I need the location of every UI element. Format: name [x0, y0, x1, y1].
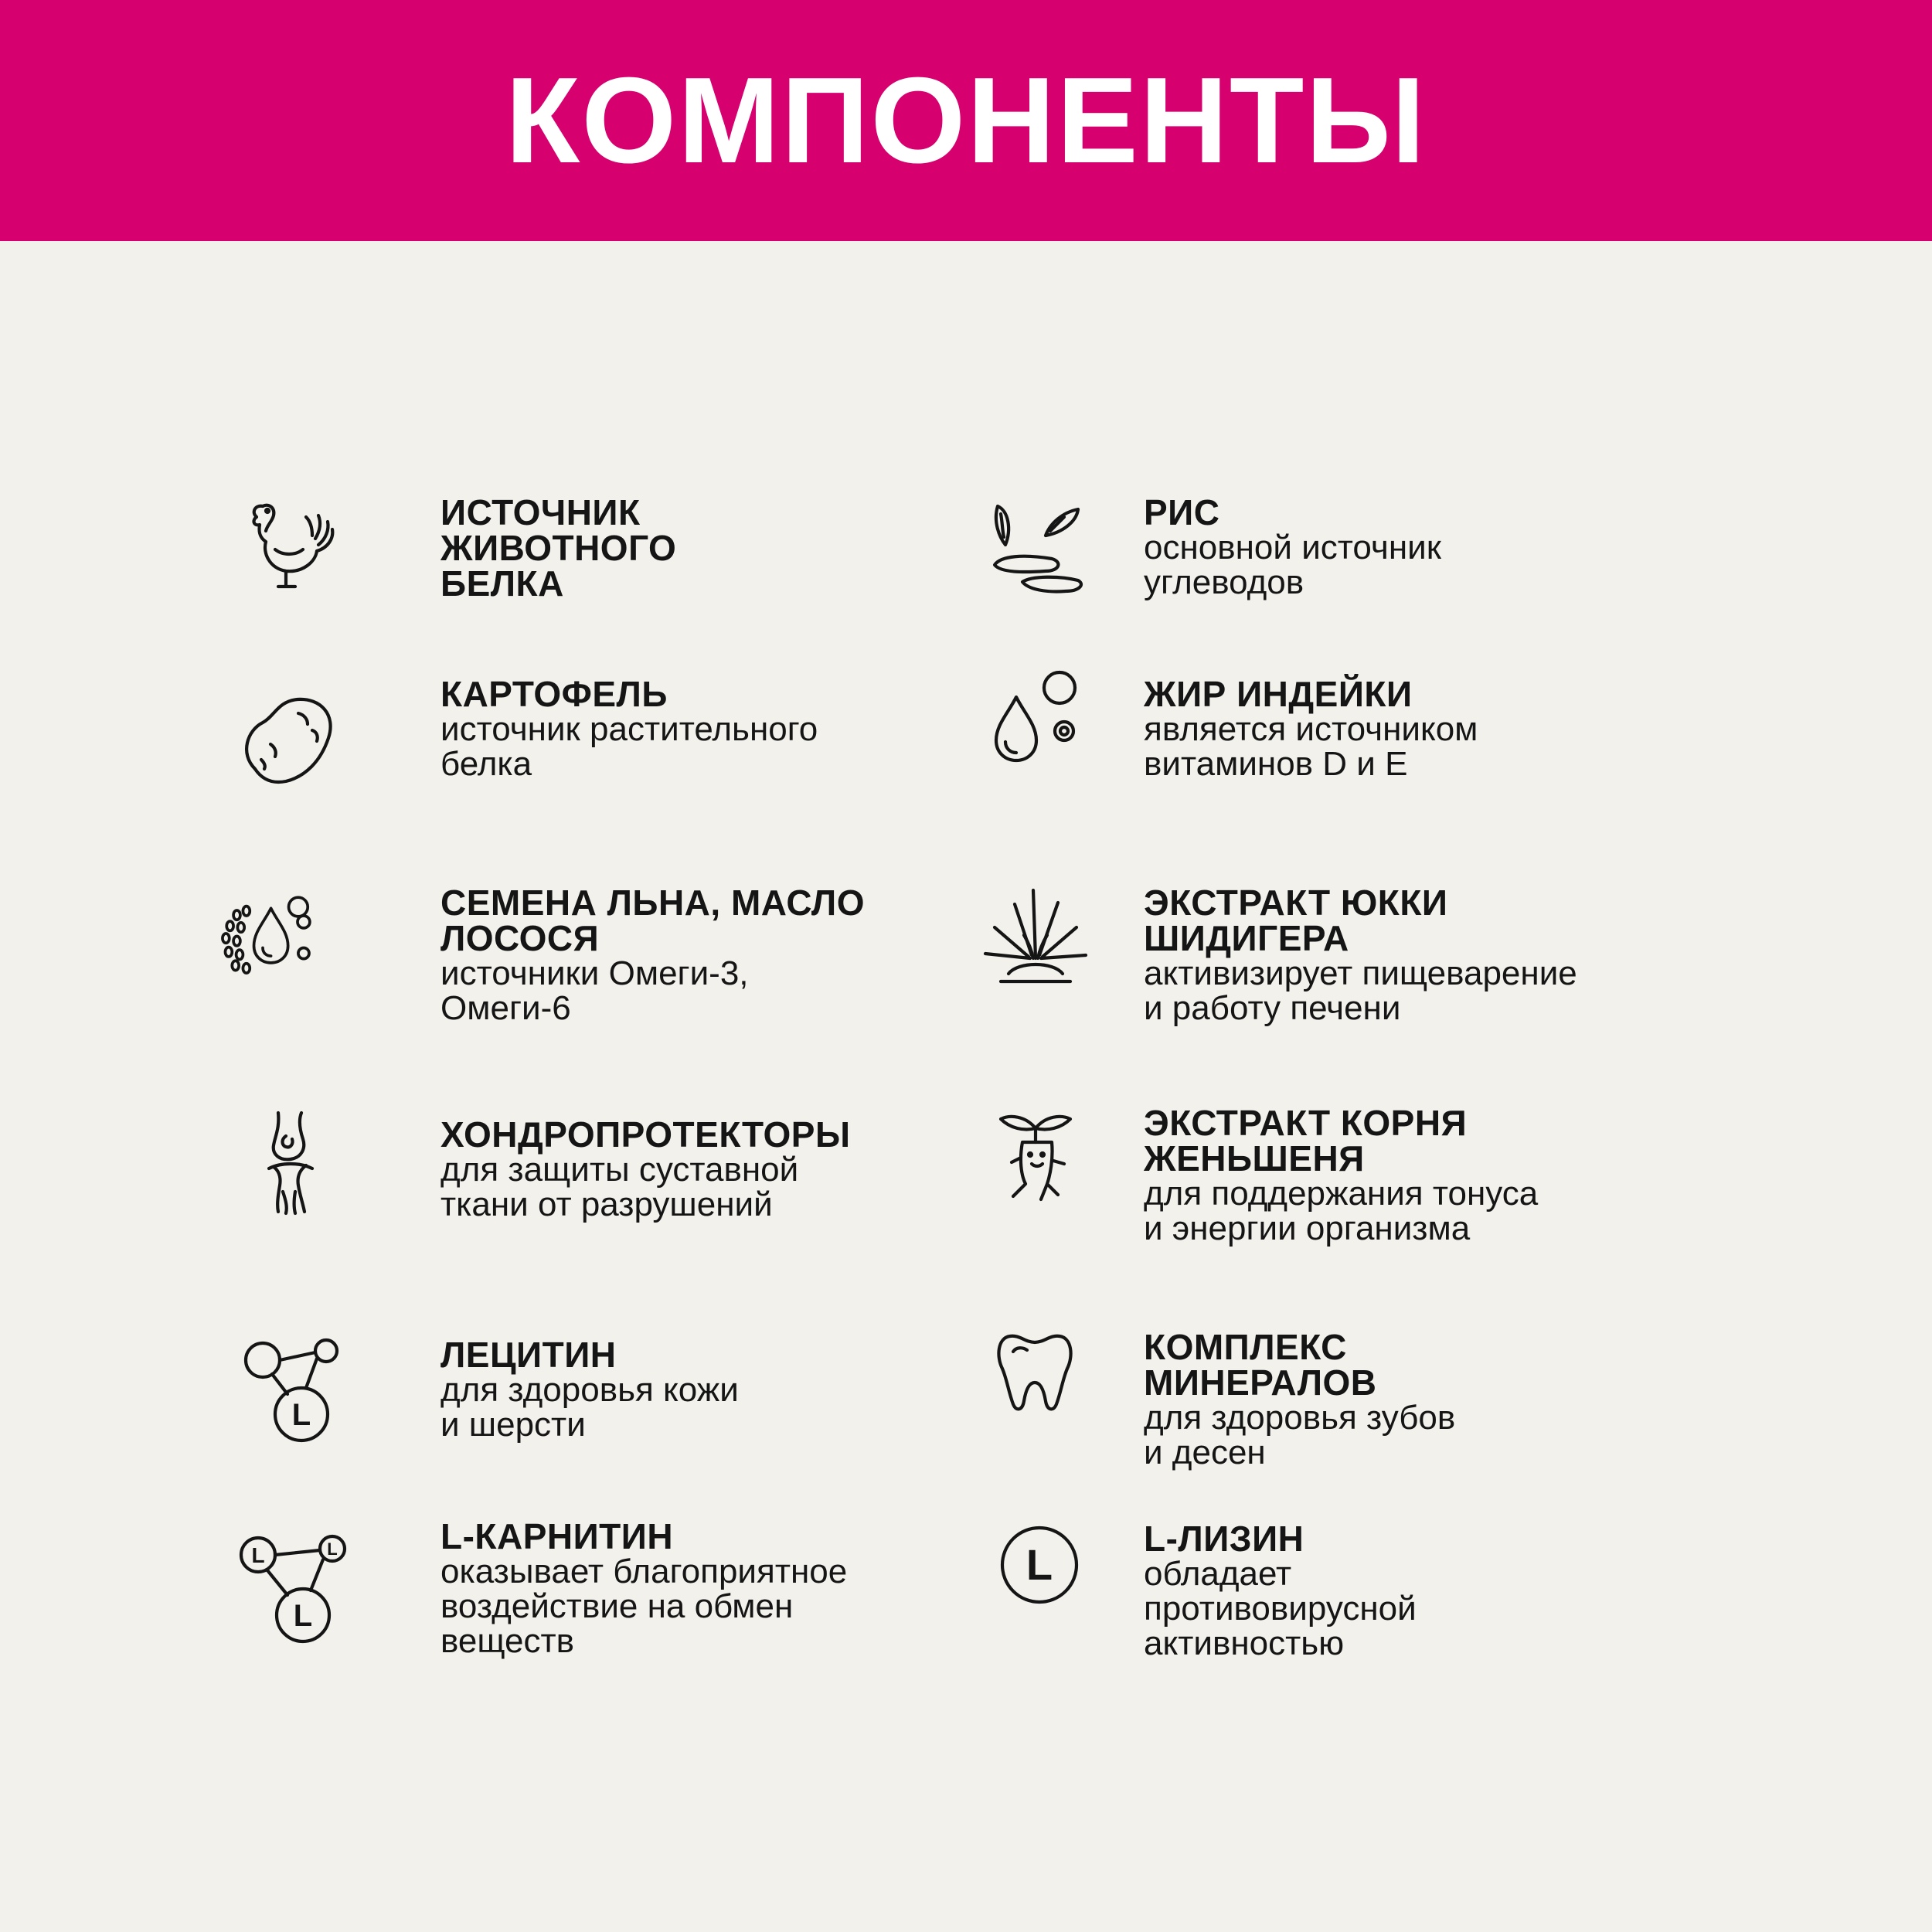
- item-title: СЕМЕНА ЛЬНА, МАСЛО ЛОСОСЯ: [440, 883, 865, 958]
- rice-icon: [978, 491, 1094, 607]
- item-title: ЛЕЦИТИН: [440, 1335, 617, 1375]
- item-description: для поддержания тонуса и энергии организма: [1144, 1175, 1539, 1247]
- svg-text:L: L: [293, 1599, 313, 1633]
- item-description: обладает противовирусной активностью: [1144, 1555, 1417, 1662]
- item-description: для защиты суставной ткани от разрушений: [440, 1151, 799, 1223]
- item-title: ХОНДРОПРОТЕКТОРЫ: [440, 1114, 851, 1155]
- tooth-icon: [978, 1318, 1094, 1434]
- item-description: для здоровья кожи и шерсти: [440, 1371, 739, 1444]
- item-title: РИС: [1144, 492, 1220, 532]
- item-description: основной источник углеводов: [1144, 529, 1441, 601]
- item-description: источники Омеги-3, Омеги-6: [440, 954, 749, 1027]
- item-title: КОМПЛЕКС МИНЕРАЛОВ: [1144, 1327, 1377, 1403]
- svg-text:L: L: [1026, 1540, 1053, 1589]
- ginseng-root-icon: [978, 1097, 1094, 1213]
- item-title: ЭКСТРАКТ КОРНЯ ЖЕНЬШЕНЯ: [1144, 1103, 1468, 1179]
- header-banner: [0, 0, 1932, 241]
- molecule-lll-icon: [232, 1530, 348, 1646]
- item-description: источник растительного белка: [440, 710, 818, 783]
- oil-drop-icon: [978, 665, 1094, 781]
- item-description: для здоровья зубов и десен: [1144, 1399, 1456, 1471]
- page-title: КОМПОНЕНТЫ: [505, 53, 1427, 189]
- item-title: КАРТОФЕЛЬ: [440, 674, 668, 714]
- item-description: является источником витаминов D и E: [1144, 710, 1478, 783]
- seeds-oil-icon: [216, 881, 332, 997]
- l-circle-icon: [978, 1515, 1094, 1631]
- potato-icon: [232, 684, 348, 800]
- item-title: L-ЛИЗИН: [1144, 1519, 1304, 1559]
- turkey-icon: [232, 491, 348, 607]
- item-title: ИСТОЧНИК ЖИВОТНОГО БЕЛКА: [440, 492, 677, 604]
- svg-text:L: L: [291, 1398, 311, 1432]
- svg-text:L: L: [327, 1539, 338, 1559]
- svg-text:L: L: [251, 1543, 265, 1567]
- item-description: активизирует пищеварение и работу печени: [1144, 954, 1577, 1027]
- item-description: оказывает благоприятное воздействие на обмен веществ: [440, 1553, 848, 1660]
- item-title: ЖИР ИНДЕЙКИ: [1144, 674, 1413, 714]
- item-title: L-КАРНИТИН: [440, 1516, 674, 1556]
- yucca-icon: [978, 881, 1094, 997]
- item-title: ЭКСТРАКТ ЮККИ ШИДИГЕРА: [1144, 883, 1448, 958]
- molecule-l-icon: [232, 1329, 348, 1445]
- joint-icon: [232, 1105, 348, 1221]
